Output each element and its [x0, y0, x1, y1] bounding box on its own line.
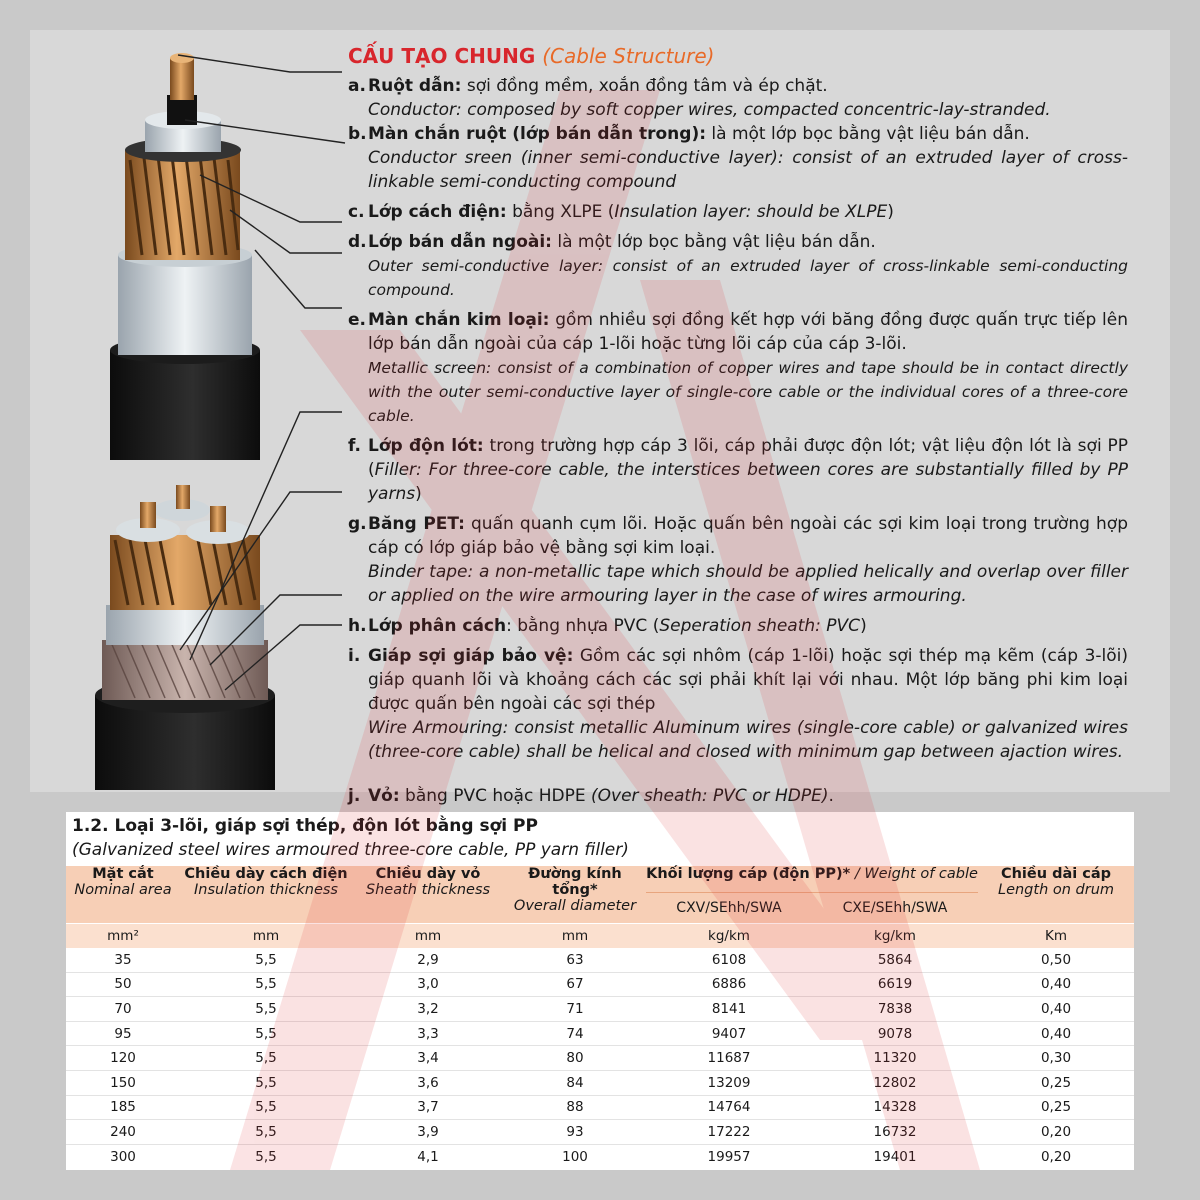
- table-cell: 35: [66, 948, 180, 972]
- spec-table: [66, 866, 1134, 1168]
- table-cell: 9407: [646, 1021, 812, 1046]
- table-cell: 6886: [646, 972, 812, 997]
- item-insulation: [348, 200, 1128, 224]
- table-cell: 16732: [812, 1120, 978, 1145]
- item-outer-semiconductive: [348, 230, 1128, 302]
- table-cell: 11320: [812, 1046, 978, 1071]
- table-row: [66, 972, 1134, 997]
- table-cell: 63: [504, 948, 646, 972]
- item-en: Binder tape: a non-metallic tape which should be applied helically and overlap over filler or applied on the wire armouring layer in the case of wires armouring.: [368, 562, 1128, 606]
- item-head: Giáp sợi giáp bảo vệ:: [368, 646, 574, 666]
- header-vi: Chiều dài cáp: [1000, 866, 1112, 882]
- header-vi: Chiều dày vỏ: [375, 866, 481, 882]
- table-cell: 6108: [646, 948, 812, 972]
- table-cell: 0,30: [978, 1046, 1134, 1071]
- spec-section: [66, 812, 1134, 1170]
- unit-cell: Km: [978, 924, 1134, 949]
- table-row: [66, 1046, 1134, 1071]
- item-vi-end: .: [828, 786, 834, 806]
- item-letter: e.: [348, 310, 366, 330]
- table-cell: 4,1: [417, 1148, 439, 1165]
- table-cell: 0,20: [978, 1120, 1134, 1145]
- table-cell: 3,6: [352, 1070, 504, 1095]
- table-cell: 9078: [812, 1021, 978, 1046]
- item-en-inline: Seperation sheath: PVC: [659, 616, 861, 636]
- table-header-row: [66, 866, 1134, 893]
- table-cell: 71: [504, 997, 646, 1022]
- table-cell: 50: [66, 972, 180, 997]
- table-cell: 12802: [812, 1070, 978, 1095]
- item-letter: c.: [348, 202, 365, 222]
- units-row: [66, 924, 1134, 949]
- structure-title-en: (Cable Structure): [542, 44, 715, 68]
- table-cell: 120: [66, 1046, 180, 1071]
- item-letter: j.: [348, 786, 361, 806]
- table-cell: 5,5: [180, 972, 352, 997]
- item-letter: a.: [348, 76, 366, 96]
- table-cell: 5,5: [180, 1120, 352, 1145]
- table-cell: 93: [504, 1120, 646, 1145]
- item-vi: trong trường hợp cáp 3 lõi, cáp phải được độn lót; vật liệu độn lót là sợi PP (: [368, 436, 1128, 480]
- item-wire-armouring: [348, 644, 1128, 764]
- unit-cell: kg/km: [812, 924, 978, 949]
- item-head: Lớp độn lót:: [368, 436, 484, 456]
- item-head: Băng PET:: [368, 514, 465, 534]
- item-over-sheath: [348, 784, 1128, 808]
- table-cell: 14328: [812, 1095, 978, 1120]
- item-letter: i.: [348, 646, 361, 666]
- item-head: Màn chắn kim loại:: [368, 310, 550, 330]
- item-metallic-screen: [348, 308, 1128, 428]
- unit-cell: mm: [180, 924, 352, 949]
- item-vi: Gồm các sợi nhôm (cáp 1-lõi) hoặc sợi thép mạ kẽm (cáp 3-lõi) giáp quanh lõi và khoảng cách các sợi phải khít lại với nhau. Một lớp băng phi kim loại được quấn bên ngoài các sợi thép: [368, 646, 1129, 714]
- item-head: Màn chắn ruột (lớp bán dẫn trong):: [368, 124, 707, 144]
- table-cell: 300: [110, 1148, 136, 1165]
- header-nominal-area: [66, 866, 180, 924]
- item-vi: sợi đồng mềm, xoắn đồng tâm và ép chặt.: [461, 76, 828, 96]
- section-title: 1.2. Loại 3-lõi, giáp sợi thép, độn lót bằng sợi PP: [72, 816, 538, 836]
- structure-title: [348, 44, 1128, 68]
- table-cell: 84: [504, 1070, 646, 1095]
- table-cell: 5,5: [255, 1148, 277, 1165]
- header-en: Sheath thickness: [365, 882, 491, 898]
- header-en: Nominal area: [74, 882, 172, 898]
- item-letter: b.: [348, 124, 367, 144]
- table-row: [66, 1120, 1134, 1145]
- unit-cell: mm²: [66, 924, 180, 949]
- item-en-inline: Filler: For three-core cable, the interstices between cores are substantially filled by PP yarns: [368, 460, 1128, 504]
- table-cell: 3,7: [352, 1095, 504, 1120]
- table-cell: 240: [66, 1120, 180, 1145]
- item-en: Conductor: composed by soft copper wires, compacted concentric-lay-stranded.: [368, 100, 1051, 120]
- table-cell: 88: [504, 1095, 646, 1120]
- item-head: Vỏ:: [368, 786, 400, 806]
- table-cell: 7838: [812, 997, 978, 1022]
- item-head: Lớp phân cách: [368, 616, 507, 636]
- table-cell: 67: [504, 972, 646, 997]
- table-row: [66, 1021, 1134, 1046]
- item-separation-sheath: [348, 614, 1128, 638]
- header-overall-diameter: [504, 866, 646, 924]
- table-cell: 0,20: [1040, 1148, 1072, 1165]
- table-cell: 5,5: [180, 1095, 352, 1120]
- table-cell: 5864: [812, 948, 978, 972]
- unit-cell: kg/km: [646, 924, 812, 949]
- header-length-on-drum: [978, 866, 1134, 924]
- table-cell: 5,5: [180, 997, 352, 1022]
- item-filler: [348, 434, 1128, 506]
- header-en: Length on drum: [997, 882, 1115, 898]
- table-cell: 3,9: [352, 1120, 504, 1145]
- table-cell: 3,4: [352, 1046, 504, 1071]
- table-row: [66, 948, 1134, 972]
- item-en: Outer semi-conductive layer: consist of an extruded layer of cross-linkable semi-conducting compound.: [368, 257, 1128, 299]
- table-cell: 14764: [646, 1095, 812, 1120]
- header-en: Insulation thickness: [193, 882, 338, 898]
- table-row: [66, 1095, 1134, 1120]
- table-cell: 19957: [707, 1148, 751, 1165]
- table-cell: 0,40: [978, 1021, 1134, 1046]
- table-cell: 185: [66, 1095, 180, 1120]
- table-row: [66, 1070, 1134, 1095]
- header-vi: Mặt cắt: [92, 866, 154, 882]
- header-vi: Đường kính tổng*: [528, 866, 622, 898]
- item-vi-end: ): [860, 616, 867, 636]
- structure-title-vi: CẤU TẠO CHUNG: [348, 44, 536, 68]
- item-conductor: [348, 74, 1128, 122]
- cable-structure-list: [348, 44, 1128, 808]
- table-cell: 0,40: [978, 972, 1134, 997]
- table-cell: 5,5: [180, 1021, 352, 1046]
- item-head: Lớp cách điện:: [368, 202, 507, 222]
- table-cell: 5,5: [180, 948, 352, 972]
- header-sep: /: [850, 866, 865, 882]
- unit-cell: mm: [352, 924, 504, 949]
- item-vi: bằng PVC hoặc HDPE: [399, 786, 591, 806]
- header-en: Overall diameter: [513, 898, 637, 914]
- item-en: Conductor sreen (inner semi-conductive layer): consist of an extruded layer of cross-linkable semi-conducting compound: [368, 148, 1128, 192]
- header-en: Weight of cable: [864, 866, 978, 882]
- table-cell: 6619: [812, 972, 978, 997]
- table-cell: 5,5: [180, 1046, 352, 1071]
- table-cell: 0,40: [978, 997, 1134, 1022]
- item-binder-tape: [348, 512, 1128, 608]
- item-conductor-screen: [348, 122, 1128, 194]
- item-vi: là một lớp bọc bằng vật liệu bán dẫn.: [551, 232, 876, 252]
- table-cell: 80: [504, 1046, 646, 1071]
- table-cell: 0,50: [978, 948, 1134, 972]
- table-cell: 0,25: [978, 1070, 1134, 1095]
- item-vi: : bằng nhựa PVC (: [506, 616, 660, 636]
- table-cell: 5,5: [180, 1070, 352, 1095]
- table-row: [66, 997, 1134, 1022]
- table-cell: 2,9: [352, 948, 504, 972]
- subheader-cxe: CXE/SEhh/SWA: [812, 893, 978, 924]
- table-row: [66, 1144, 1134, 1168]
- section-subtitle: (Galvanized steel wires armoured three-core cable, PP yarn filler): [72, 840, 629, 860]
- header-vi: Khối lượng cáp (độn PP)*: [646, 866, 851, 882]
- table-cell: 150: [66, 1070, 180, 1095]
- item-en-inline: Insulation layer: should be XLPE: [614, 202, 888, 222]
- table-cell: 95: [66, 1021, 180, 1046]
- item-letter: g.: [348, 514, 367, 534]
- item-letter: h.: [348, 616, 367, 636]
- table-cell: 70: [66, 997, 180, 1022]
- item-head: Lớp bán dẫn ngoài:: [368, 232, 552, 252]
- table-cell: 13209: [646, 1070, 812, 1095]
- item-vi-end: ): [887, 202, 894, 222]
- table-cell: 17222: [646, 1120, 812, 1145]
- header-insulation-thickness: [180, 866, 352, 924]
- header-weight: [646, 866, 978, 893]
- item-letter: d.: [348, 232, 367, 252]
- item-vi: bằng XLPE (: [506, 202, 615, 222]
- item-head: Ruột dẫn:: [368, 76, 462, 96]
- table-cell: 11687: [646, 1046, 812, 1071]
- item-en-inline: (Over sheath: PVC or HDPE): [591, 786, 829, 806]
- table-cell: 3,2: [352, 997, 504, 1022]
- header-sheath-thickness: [352, 866, 504, 924]
- item-vi: là một lớp bọc bằng vật liệu bán dẫn.: [706, 124, 1030, 144]
- item-vi: gồm nhiều sợi đồng kết hợp với băng đồng được quấn trực tiếp lên lớp bán dẫn ngoài của cáp 1-lõi hoặc từng lõi cáp của cáp 3-lõi.: [368, 310, 1128, 354]
- table-cell: 74: [504, 1021, 646, 1046]
- table-cell: 0,25: [978, 1095, 1134, 1120]
- item-en: Metallic screen: consist of a combination of copper wires and tape should be in contact directly with the outer semi-conductive layer of single-core cable or the individual cores of a three-core cable.: [368, 359, 1128, 425]
- table-cell: 3,3: [352, 1021, 504, 1046]
- unit-cell: mm: [504, 924, 646, 949]
- subheader-cxv: CXV/SEhh/SWA: [646, 893, 812, 924]
- header-vi: Chiều dày cách điện: [184, 866, 348, 882]
- table-cell: 8141: [646, 997, 812, 1022]
- item-en: Wire Armouring: consist metallic Aluminum wires (single-core cable) or galvanized wires (three-core cable) shall be helical and closed with minimum gap between ajaction wires.: [368, 718, 1128, 762]
- table-cell: 19401: [873, 1148, 917, 1165]
- table-cell: 3,0: [352, 972, 504, 997]
- item-letter: f.: [348, 436, 361, 456]
- item-vi: quấn quanh cụm lõi. Hoặc quấn bên ngoài các sợi kim loại trong trường hợp cáp có lớp giáp bảo vệ bằng sợi kim loại.: [368, 514, 1128, 558]
- table-cell: 100: [562, 1148, 588, 1165]
- item-vi-end: ): [415, 484, 422, 504]
